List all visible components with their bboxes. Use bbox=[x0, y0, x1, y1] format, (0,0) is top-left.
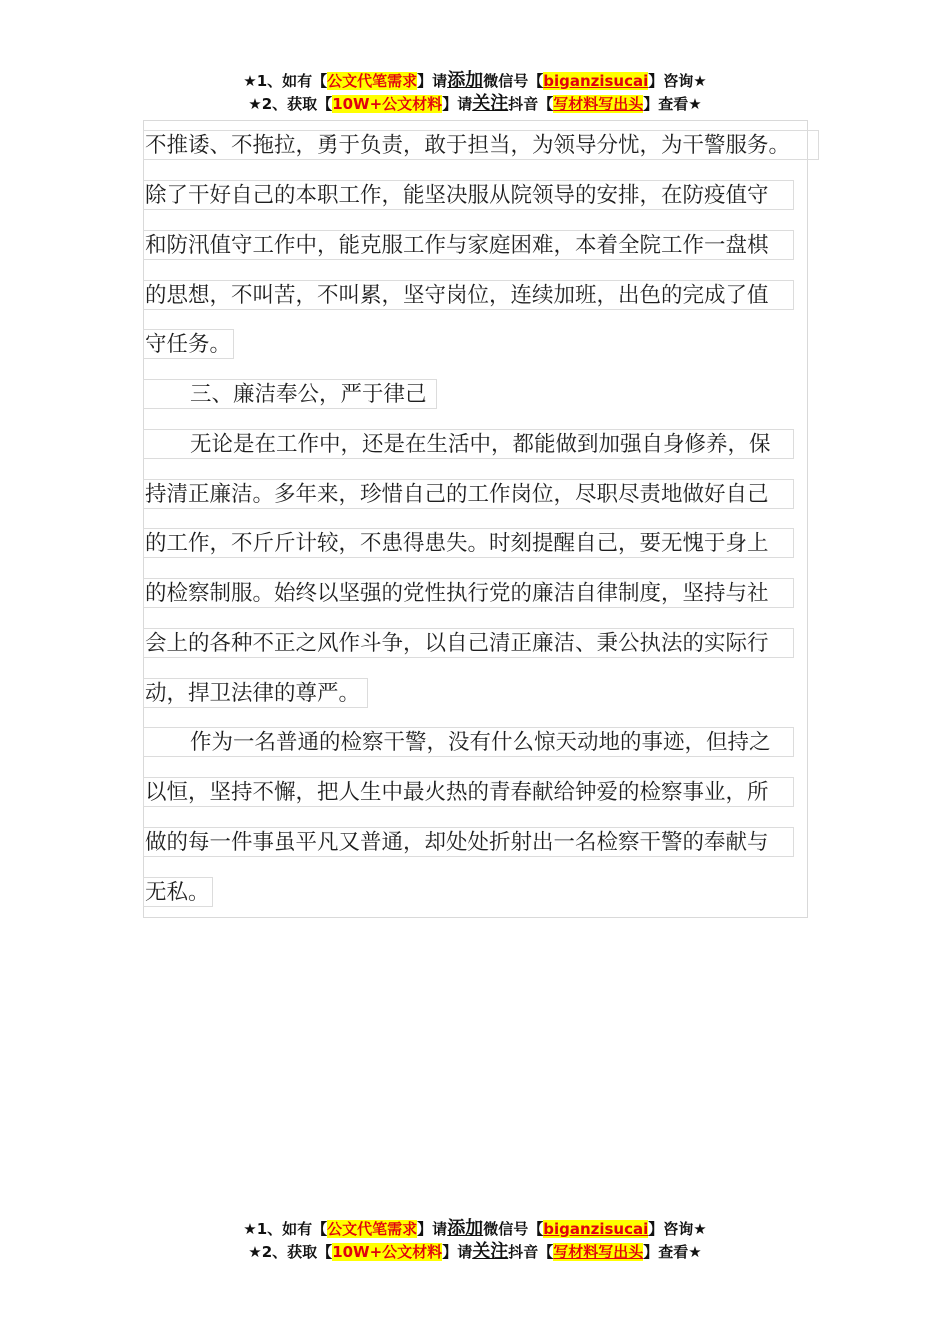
banner-line-2 bbox=[0, 1240, 950, 1263]
banner-line-2 bbox=[0, 92, 950, 115]
highlight-service: 公文代笔需求 bbox=[327, 1220, 418, 1238]
banner-line-1 bbox=[0, 69, 950, 92]
text-line: 以恒，坚持不懈，把人生中最火热的青春献给钟爱的检察事业，所 bbox=[143, 777, 794, 807]
header-banner bbox=[0, 69, 950, 115]
text-line: 无论是在工作中，还是在生活中，都能做到加强自身修养，保 bbox=[143, 429, 794, 459]
text-line: 和防汛值守工作中，能克服工作与家庭困难，本着全院工作一盘棋 bbox=[143, 230, 794, 260]
text-line: 无私。 bbox=[143, 877, 213, 907]
banner-text: 】请 bbox=[442, 95, 473, 113]
banner-text: 】请 bbox=[417, 1220, 448, 1238]
banner-line-1 bbox=[0, 1217, 950, 1240]
text-line: 作为一名普通的检察干警，没有什么惊天动地的事迹，但持之 bbox=[143, 727, 794, 757]
highlight-service: 公文代笔需求 bbox=[327, 72, 418, 90]
text-line: 除了干好自己的本职工作，能坚决服从院领导的安排，在防疫值守 bbox=[143, 180, 794, 210]
text-line: 的检察制服。始终以坚强的党性执行党的廉洁自律制度，坚持与社 bbox=[143, 578, 794, 608]
emphasis-text: 添加 bbox=[447, 1218, 484, 1239]
douyin-id: 写材料写出头 bbox=[553, 95, 644, 113]
highlight-materials: 10W+公文材料 bbox=[332, 1243, 443, 1261]
wechat-id: biganzisucai bbox=[543, 72, 649, 90]
douyin-id: 写材料写出头 bbox=[553, 1243, 644, 1261]
highlight-materials: 10W+公文材料 bbox=[332, 95, 443, 113]
text-line: 守任务。 bbox=[143, 329, 234, 359]
banner-text: 抖音【 bbox=[508, 95, 554, 113]
banner-text: ★2、获取【 bbox=[248, 1243, 333, 1261]
banner-text: 】查看★ bbox=[643, 95, 702, 113]
banner-text: 微信号【 bbox=[483, 72, 544, 90]
banner-text: 微信号【 bbox=[483, 1220, 544, 1238]
emphasis-text: 添加 bbox=[447, 70, 484, 91]
text-line: 不推诿、不拖拉，勇于负责，敢于担当，为领导分忧，为干警服务。 bbox=[143, 130, 819, 160]
section-heading: 三、廉洁奉公，严于律己 bbox=[143, 379, 437, 409]
banner-text: ★1、如有【 bbox=[243, 72, 328, 90]
text-line: 的工作，不斤斤计较，不患得患失。时刻提醒自己，要无愧于身上 bbox=[143, 528, 794, 558]
footer-banner bbox=[0, 1217, 950, 1263]
banner-text: 】咨询★ bbox=[648, 72, 707, 90]
text-line: 做的每一件事虽平凡又普通，却处处折射出一名检察干警的奉献与 bbox=[143, 827, 794, 857]
text-line: 持清正廉洁。多年来，珍惜自己的工作岗位，尽职尽责地做好自己 bbox=[143, 479, 794, 509]
banner-text: 】咨询★ bbox=[648, 1220, 707, 1238]
banner-text: ★1、如有【 bbox=[243, 1220, 328, 1238]
emphasis-text: 关注 bbox=[472, 93, 509, 114]
wechat-id: biganzisucai bbox=[543, 1220, 649, 1238]
text-line: 的思想，不叫苦，不叫累，坚守岗位，连续加班，出色的完成了值 bbox=[143, 280, 794, 310]
text-line: 动，捍卫法律的尊严。 bbox=[143, 678, 368, 708]
banner-text: 抖音【 bbox=[508, 1243, 554, 1261]
banner-text: 】查看★ bbox=[643, 1243, 702, 1261]
banner-text: 】请 bbox=[417, 72, 448, 90]
text-line: 会上的各种不正之风作斗争，以自己清正廉洁、秉公执法的实际行 bbox=[143, 628, 794, 658]
banner-text: ★2、获取【 bbox=[248, 95, 333, 113]
emphasis-text: 关注 bbox=[472, 1241, 509, 1262]
banner-text: 】请 bbox=[442, 1243, 473, 1261]
